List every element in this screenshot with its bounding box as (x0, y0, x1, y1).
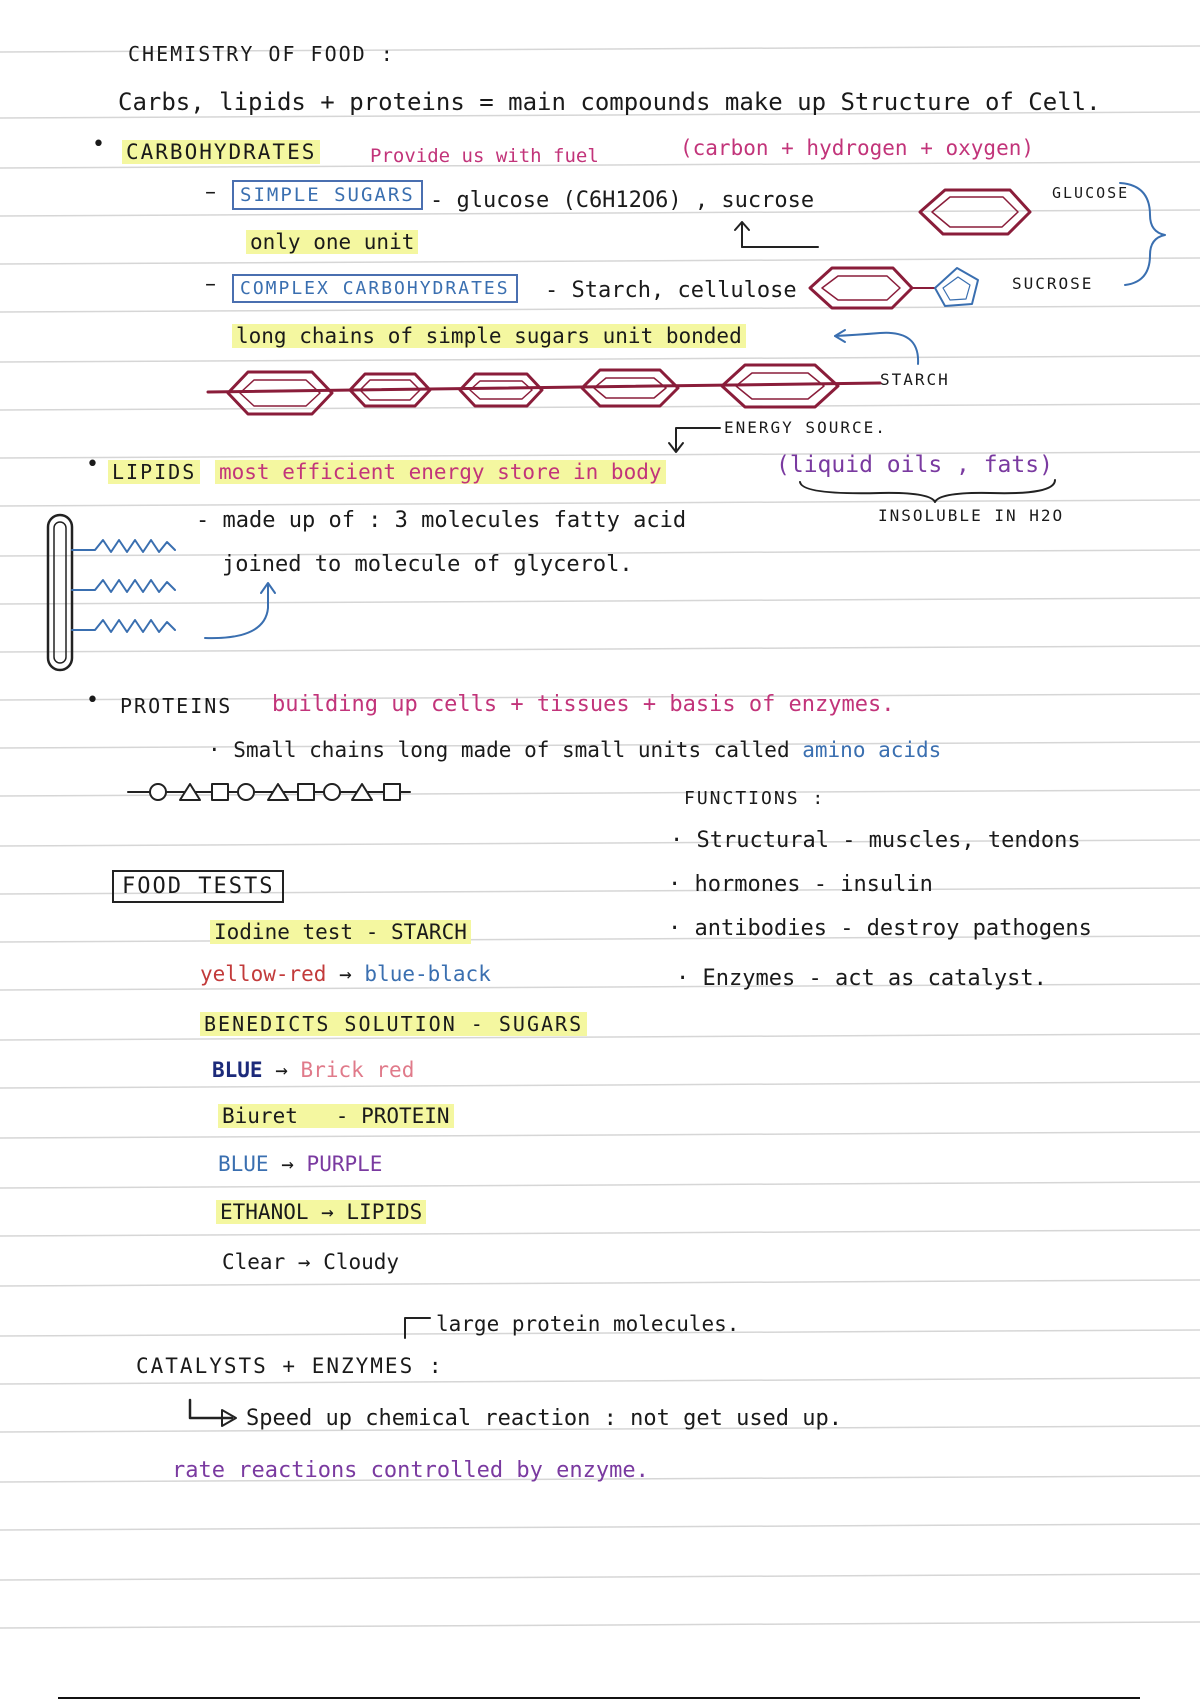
food-tests-heading: FOOD TESTS (112, 870, 284, 903)
starch-label: STARCH (880, 370, 950, 389)
iodine-from: yellow-red (200, 962, 327, 986)
complex-carbs-label: COMPLEX CARBOHYDRATES (232, 274, 518, 303)
proteins-description: building up cells + tissues + basis of enzymes. (272, 692, 895, 717)
lipids-heading: LIPIDS (108, 460, 200, 484)
ethanol-from: Clear (222, 1250, 286, 1274)
catalysts-line2: rate reactions controlled by enzyme. (172, 1458, 649, 1483)
glucose-label: GLUCOSE (1052, 184, 1130, 202)
carbs-description: Provide us with fuel (370, 145, 599, 167)
page-title: CHEMISTRY OF FOOD : (128, 42, 395, 66)
biuret-test: Biuret - PROTEIN (218, 1104, 454, 1128)
functions-heading: FUNCTIONS : (684, 788, 826, 809)
sucrose-label: SUCROSE (1012, 274, 1094, 293)
lipids-joined: joined to molecule of glycerol. (222, 552, 633, 577)
intro-line: Carbs, lipids + proteins = main compounds make up Structure of Cell. (118, 88, 1101, 116)
function-item: · hormones - insulin (668, 872, 933, 897)
lipids-made-up: - made up of : 3 molecules fatty acid (196, 508, 687, 533)
bullet-lipids: • (86, 452, 99, 477)
chains-text: Small chains long made of small units called (233, 738, 790, 762)
catalysts-heading: CATALYSTS + ENZYMES : (136, 1354, 444, 1378)
benedicts-result (212, 1058, 414, 1082)
function-item: · antibodies - destroy pathogens (668, 916, 1092, 941)
insoluble-label: INSOLUBLE IN H2O (878, 506, 1065, 525)
iodine-to: blue-black (364, 962, 491, 986)
function-item: · Enzymes - act as catalyst. (676, 966, 1047, 991)
lipids-description: most efficient energy store in body (215, 460, 666, 484)
carbs-elements: (carbon + hydrogen + oxygen) (680, 136, 1035, 160)
ethanol-test: ETHANOL → LIPIDS (216, 1200, 426, 1224)
benedicts-from: BLUE (212, 1058, 263, 1082)
dash: – (205, 180, 216, 205)
protein-molecules-note: large protein molecules. (436, 1312, 740, 1336)
biuret-from: BLUE (218, 1152, 269, 1176)
benedicts-to: Brick red (300, 1058, 415, 1082)
complex-carbs-examples: - Starch, cellulose (545, 278, 797, 303)
amino-acids-text: amino acids (802, 738, 942, 762)
carbs-heading: CARBOHYDRATES (122, 140, 320, 164)
chain-note: long chains of simple sugars unit bonded (232, 324, 746, 348)
bullet-proteins: • (86, 688, 99, 713)
ethanol-result (222, 1250, 399, 1274)
function-item: · Structural - muscles, tendons (670, 828, 1081, 853)
triglyceride-icon (48, 515, 175, 670)
simple-sugars-examples: - glucose (C6H12O6) , sucrose (430, 188, 815, 213)
arrow-icon: → (275, 1058, 288, 1082)
energy-source-label: ENERGY SOURCE. (724, 418, 887, 437)
benedicts-test: BENEDICTS SOLUTION - SUGARS (200, 1012, 587, 1036)
arrow-icon: → (297, 1250, 311, 1274)
iodine-result (200, 962, 491, 986)
amino-acid-chain-icon (128, 784, 410, 800)
catalysts-line1: Speed up chemical reaction : not get used up. (246, 1406, 843, 1431)
bullet: · (208, 738, 234, 762)
ethanol-to: Cloudy (323, 1250, 400, 1274)
proteins-heading: PROTEINS (120, 694, 233, 718)
simple-sugars-note: only one unit (246, 230, 418, 254)
biuret-to: PURPLE (306, 1152, 383, 1176)
bullet-carbs: • (92, 132, 105, 157)
lipids-forms: (liquid oils , fats) (776, 452, 1053, 478)
starch-chain-icon (208, 365, 880, 414)
arrow-icon: → (339, 962, 352, 986)
iodine-test: Iodine test - STARCH (210, 920, 471, 944)
arrow-icon: → (281, 1152, 294, 1176)
simple-sugars-label: SIMPLE SUGARS (232, 180, 423, 210)
proteins-chains (208, 738, 941, 762)
biuret-result (218, 1152, 382, 1176)
dash: – (205, 272, 216, 297)
sucrose-ring-icon (810, 268, 912, 308)
